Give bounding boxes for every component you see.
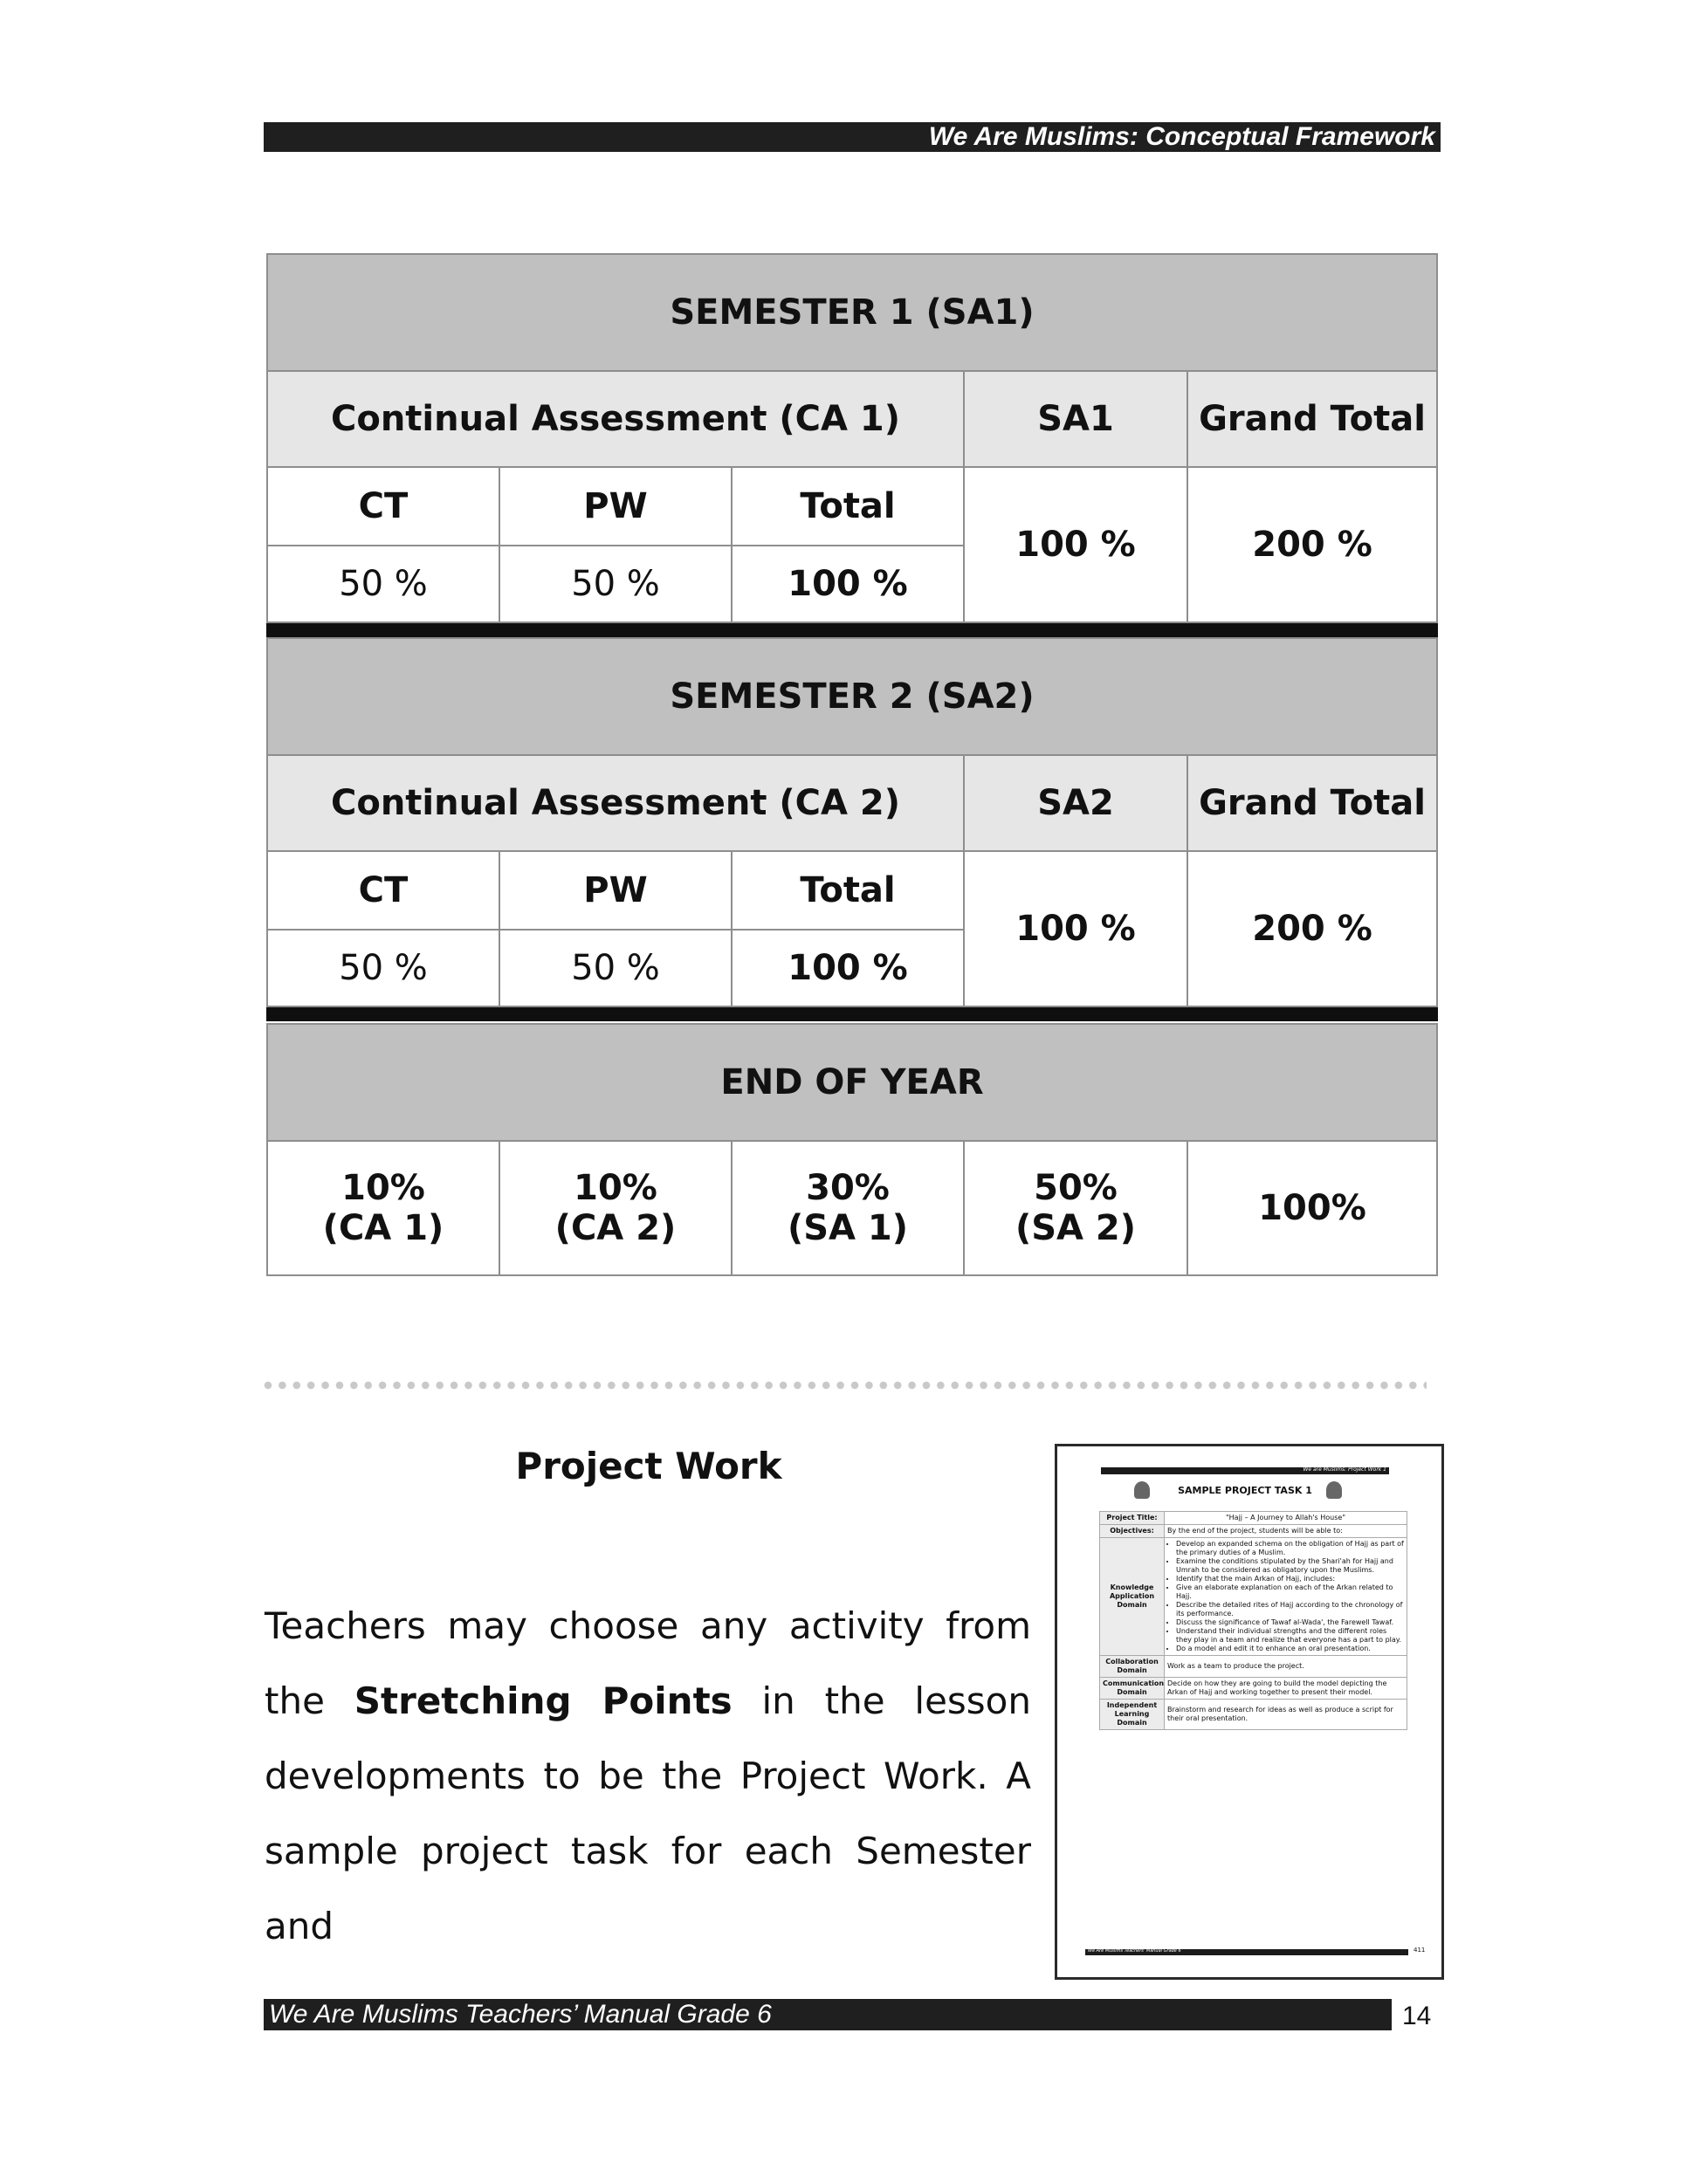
header-bar [264, 122, 1441, 152]
semester1-ct-value: 50 % [267, 546, 499, 622]
thumb-bottom-bar [1085, 1949, 1408, 1955]
project-work-title: Project Work [515, 1445, 782, 1487]
list-item: • Understand their individual strengths and the different roles they play in a team and realize that everyone has a part to play. [1176, 1627, 1404, 1645]
semester1-grand-total-label: Grand Total [1187, 371, 1437, 467]
project-work-paragraph [265, 1589, 1031, 1964]
weight-label: (SA 2) [1015, 1208, 1137, 1248]
semester2-col-total: Total [732, 851, 964, 930]
semester2-ct-value: 50 % [267, 930, 499, 1006]
semester1-sa-value: 100 % [964, 467, 1187, 622]
semester1-grand-total-value: 200 % [1187, 467, 1437, 622]
end-of-year-table [266, 1023, 1438, 1276]
thumb-table [1099, 1511, 1407, 1730]
end-of-year-cell [964, 1141, 1187, 1275]
semester2-grand-total-label: Grand Total [1187, 755, 1437, 851]
weight-label: (CA 2) [554, 1208, 677, 1248]
semester1-separator [267, 622, 1437, 636]
semester1-title: SEMESTER 1 (SA1) [267, 254, 1437, 371]
weight-pct: 50% [1034, 1168, 1118, 1208]
list-item: • Describe the detailed rites of Hajj according to the chronology of its performance. [1176, 1601, 1404, 1618]
thumb-value: Brainstorm and research for ideas as well as produce a script for their oral presentation. [1165, 1700, 1407, 1730]
dotted-divider [264, 1381, 1427, 1391]
semester1-col-pw: PW [499, 467, 732, 546]
end-of-year-cell [499, 1141, 732, 1275]
footer-title: We Are Muslims Teachers’ Manual Grade 6 [269, 2000, 772, 2029]
list-item: • Do a model and edit it to enhance an oral presentation. [1176, 1645, 1404, 1653]
semester1-ca-label: Continual Assessment (CA 1) [267, 371, 964, 467]
paragraph-bold-term: Stretching Points [354, 1679, 733, 1722]
list-item: • Identify that the main Arkan of Hajj, includes: [1176, 1575, 1404, 1583]
end-of-year-cell [267, 1141, 499, 1275]
end-of-year-cell [732, 1141, 964, 1275]
weight-pct: 10% [574, 1168, 657, 1208]
thumb-value: Decide on how they are going to build the model depicting the Arkan of Hajj and working together to present their model. [1165, 1678, 1407, 1700]
weight-pct: 10% [341, 1168, 425, 1208]
semester2-separator [267, 1006, 1437, 1020]
thumb-label: Collaboration Domain [1100, 1656, 1165, 1678]
end-of-year-title: END OF YEAR [267, 1024, 1437, 1141]
thumb-label: Objectives: [1100, 1525, 1165, 1538]
thumb-bottom-bar-text: We Are Muslims Teachers' Manual Grade 6 [1088, 1948, 1181, 1954]
list-item: • Examine the conditions stipulated by the Shari'ah for Hajj and Umrah to be considered as obligatory upon the Muslims. [1176, 1557, 1404, 1575]
paragraph-lead: Teachers may choose any activity from the [265, 1604, 1031, 1722]
thumb-top-bar [1101, 1467, 1389, 1474]
semester2-col-pw: PW [499, 851, 732, 930]
thumb-knowledge-list [1167, 1540, 1404, 1653]
footer-bar [264, 1999, 1392, 2030]
semester2-col-ct: CT [267, 851, 499, 930]
thumb-value [1165, 1538, 1407, 1656]
semester2-sa-label: SA2 [964, 755, 1187, 851]
semester2-total-value: 100 % [732, 930, 964, 1006]
semester1-col-total: Total [732, 467, 964, 546]
thumb-page-number: 411 [1414, 1947, 1426, 1954]
end-of-year-total: 100% [1187, 1141, 1437, 1275]
semester2-title: SEMESTER 2 (SA2) [267, 638, 1437, 755]
sample-task-thumbnail [1055, 1444, 1444, 1980]
semester2-grand-total-value: 200 % [1187, 851, 1437, 1006]
semester1-pw-value: 50 % [499, 546, 732, 622]
semester1-total-value: 100 % [732, 546, 964, 622]
weight-label: (SA 1) [787, 1208, 909, 1248]
thumb-value: Work as a team to produce the project. [1165, 1656, 1407, 1678]
header-title: We Are Muslims: Conceptual Framework [928, 122, 1435, 151]
thumb-top-bar-text: We are Muslims: Project Work 1 [1303, 1466, 1386, 1473]
thumb-value: By the end of the project, students will be able to: [1165, 1525, 1407, 1538]
semester2-pw-value: 50 % [499, 930, 732, 1006]
semester2-sa-value: 100 % [964, 851, 1187, 1006]
semester1-col-ct: CT [267, 467, 499, 546]
thumb-label: Independent Learning Domain [1100, 1700, 1165, 1730]
thumb-label: Communication Domain [1100, 1678, 1165, 1700]
list-item: • Discuss the significance of Tawaf al-Wada', the Farewell Tawaf. [1176, 1618, 1404, 1627]
thumb-title: SAMPLE PROJECT TASK 1 [1178, 1485, 1312, 1496]
thumb-label: Project Title: [1100, 1512, 1165, 1525]
page-number: 14 [1402, 2002, 1432, 2030]
weight-pct: 30% [806, 1168, 890, 1208]
semester2-ca-label: Continual Assessment (CA 2) [267, 755, 964, 851]
semester1-sa-label: SA1 [964, 371, 1187, 467]
list-item: • Give an elaborate explanation on each of the Arkan related to Hajj. [1176, 1583, 1404, 1601]
thumb-value: "Hajj – A Journey to Allah's House" [1165, 1512, 1407, 1525]
thumb-label: Knowledge Application Domain [1100, 1538, 1165, 1656]
weight-label: (CA 1) [322, 1208, 444, 1248]
semester1-table [266, 253, 1438, 637]
paragraph-rest: in the lesson developments to be the Project Work. A sample project task for each Semester and [265, 1679, 1031, 1947]
list-item: • Develop an expanded schema on the obligation of Hajj as part of the primary duties of a Muslim. [1176, 1540, 1404, 1557]
semester2-table [266, 637, 1438, 1021]
